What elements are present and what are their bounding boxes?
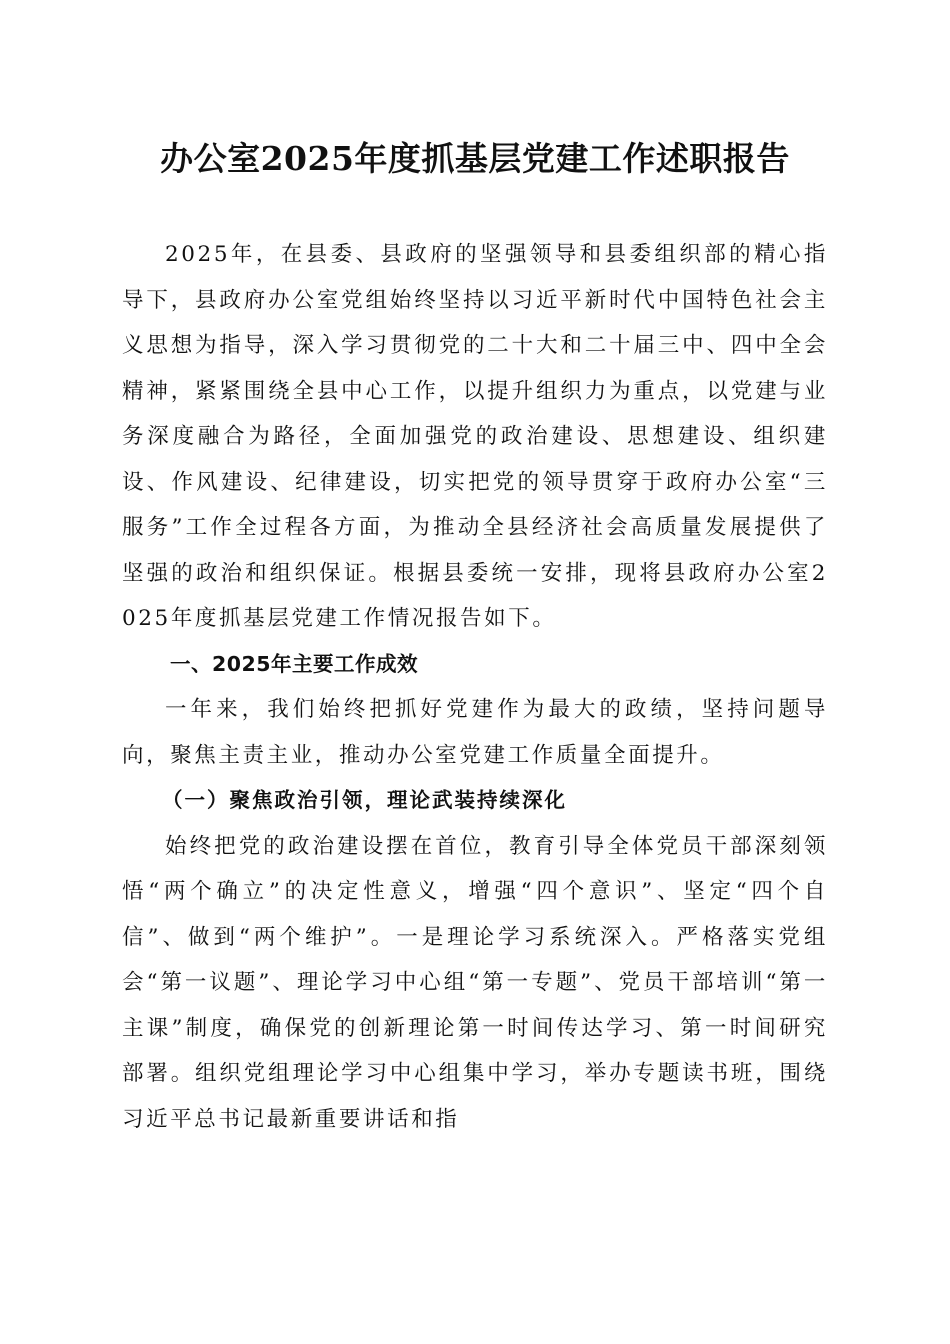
section-intro-paragraph: 一年来，我们始终把抓好党建作为最大的政绩，坚持问题导向，聚焦主责主业，推动办公室党建工作质量全面提升。 [122,697,828,768]
document-body [122,232,828,1142]
document-title: 办公室2025年度抓基层党建工作述职报告 [160,139,790,178]
intro-paragraph: 2025年，在县委、县政府的坚强领导和县委组织部的精心指导下，县政府办公室党组始终坚持以习近平新时代中国特色社会主义思想为指导，深入学习贯彻党的二十大和二十届三中、四中全会精神，紧紧围绕全县中心工作，以提升组织力为重点，以党建与业务深度融合为路径，全面加强党的政治建设、思想建设、组织建设、作风建设、纪律建设，切实把党的领导贯穿于政府办公室“三服务”工作全过程各方面，为推动全县经济社会高质量发展提供了坚强的政治和组织保证。根据县委统一安排，现将县政府办公室2025年度抓基层党建工作情况报告如下。 [122,242,828,631]
section-heading: 一、2025年主要工作成效 [170,651,419,676]
subsection-heading: （一）聚焦政治引领，理论武装持续深化 [162,788,567,812]
subsection-body-paragraph: 始终把党的政治建设摆在首位，教育引导全体党员干部深刻领悟“两个确立”的决定性意义，增强“四个意识”、坚定“四个自信”、做到“两个维护”。一是理论学习系统深入。严格落实党组会“第一议题”、理论学习中心组“第一专题”、党员干部培训“第一主课”制度，确保党的创新理论第一时间传达学习、第一时间研究部署。组织党组理论学习中心组集中学习，举办专题读书班，围绕习近平总书记最新重要讲话和指 [122,833,828,1132]
